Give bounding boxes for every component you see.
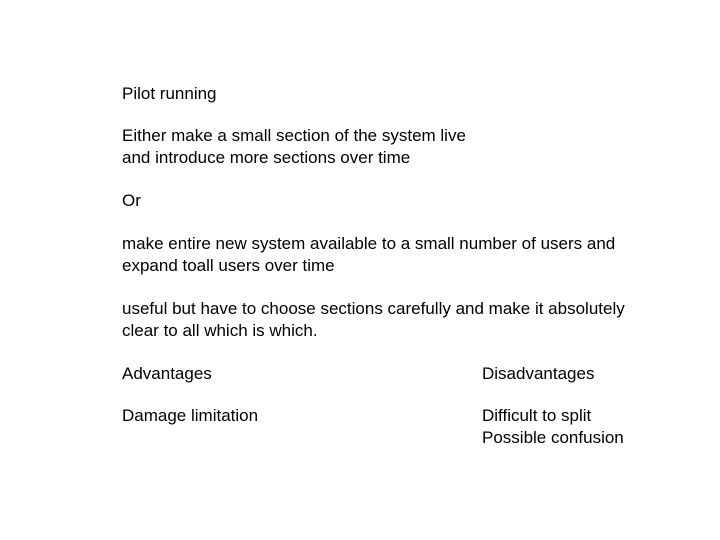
disadvantages-heading: Disadvantages xyxy=(482,364,595,383)
option-two-line-2: expand toall users over time xyxy=(122,256,335,275)
option-two-line-1: make entire new system available to a small number of users and xyxy=(122,234,616,253)
option-one-line-1: Either make a small section of the system live xyxy=(122,126,466,145)
separator-text: Or xyxy=(122,191,141,210)
option-one-line-2: and introduce more sections over time xyxy=(122,148,411,167)
disadvantage-item: Difficult to split xyxy=(482,406,592,425)
slide-title: Pilot running xyxy=(122,84,217,103)
disadvantage-item: Possible confusion xyxy=(482,428,624,447)
advantage-item: Damage limitation xyxy=(122,406,259,425)
advantages-heading: Advantages xyxy=(122,364,212,383)
note-line-1: useful but have to choose sections carefully and make it absolutely xyxy=(122,299,625,318)
note-line-2: clear to all which is which. xyxy=(122,321,318,340)
